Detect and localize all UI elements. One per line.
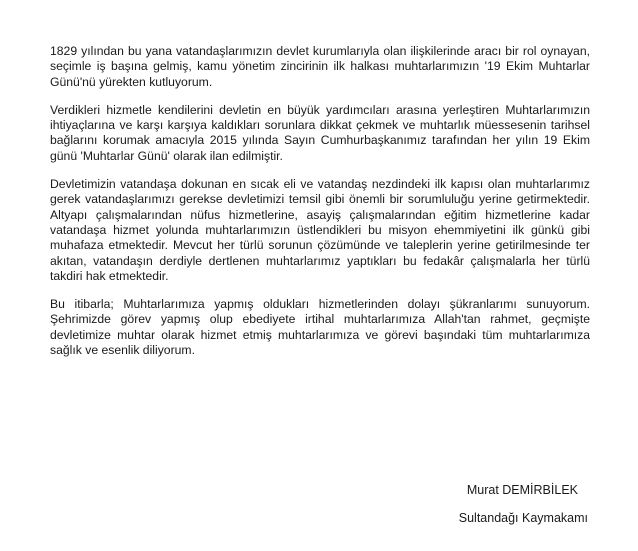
paragraph-duties: Devletimizin vatandaşa dokunan en sıcak eli ve vatandaş nezdindeki ilk kapısı olan muhtarlarımız gerek vatandaşlarımızı gerekse devletimizi temsil gibi önemli bir sorumluluğu yerine getirmektedir. Altyapı çalışmalarından nüfus hizmetlerine, asayiş çalışmalarından eğitim hizmetlerine kadar vatandaşa hizmet yolunda muhtarlarımızın üstlendikleri bu misyon ehemmiyetini ilk günkü gibi muhafaza etmektedir. Mevcut her türlü sorunun çözümünde ve taleplerin yerine getirilmesinde ter akıtan, vatandaşın derdiyle dertlenen muhtarlarımız yaptıkları bu fedakâr çalışmalarla her türlü takdiri hak etmektedir.	[50, 177, 590, 283]
paragraph-history: Verdikleri hizmetle kendilerini devletin en büyük yardımcıları arasına yerleştiren Muhtarlarımızın ihtiyaçlarına ve karşı karşıya kaldıkları sorunlara dikkat çekmek ve muhtarlık müessesenin tarihsel bağlarını korumak amacıyla 2015 yılında Sayın Cumhurbaşkanımız tarafından her yılın 19 Ekim günü 'Muhtarlar Günü' olarak ilan edilmiştir.	[50, 102, 590, 163]
paragraph-intro: 1829 yılından bu yana vatandaşlarımızın devlet kurumlarıyla olan ilişkilerinde aracı bir rol oynayan, seçimle iş başına gelmiş, kamu yönetim zincirinin ilk halkası muhtarlarımızın '19 Ekim Muhtarlar Günü'nü yürekten kutluyorum.	[50, 44, 590, 89]
signatory-title: Sultandağı Kaymakamı	[458, 511, 588, 525]
signatory-name: Murat DEMİRBİLEK	[466, 483, 578, 497]
letter-body	[50, 44, 590, 371]
signature-block	[459, 483, 588, 526]
paragraph-closing: Bu itibarla; Muhtarlarımıza yapmış oldukları hizmetlerinden dolayı şükranlarımı sunuyorum. Şehrimizde görev yapmış olup ebediyete irtihal muhtarlarımıza Allah'tan rahmet, geçmişte devletimize muhtar olarak hizmet etmiş muhtarlarımıza ve görevi başındaki tüm muhtarlarımıza sağlık ve esenlik diliyorum.	[50, 297, 590, 358]
